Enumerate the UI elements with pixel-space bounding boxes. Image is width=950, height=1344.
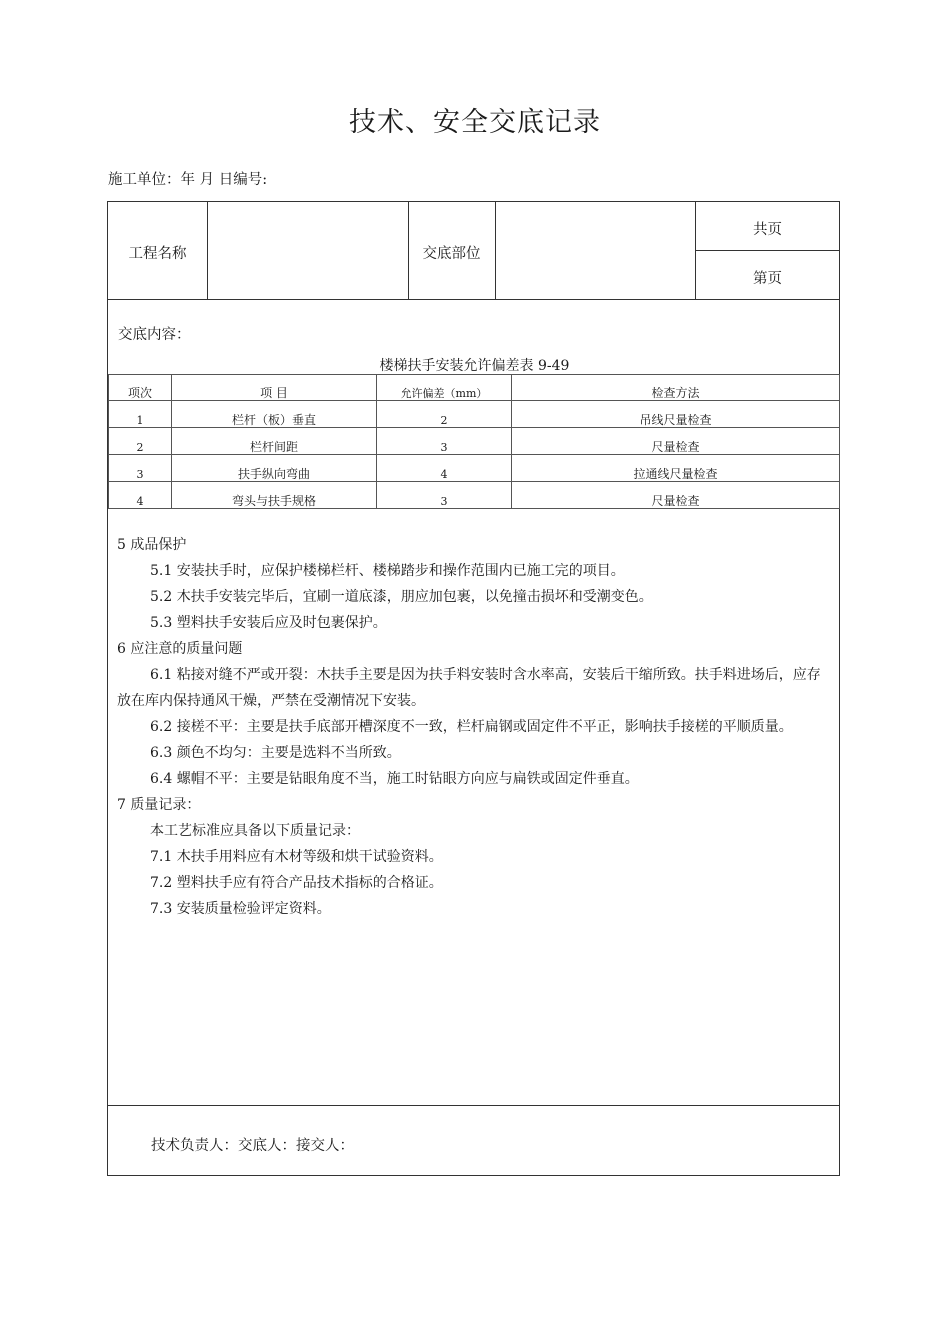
table-row	[109, 482, 840, 509]
paragraph: 5.1 安装扶手时，应保护楼梯栏杆、楼梯踏步和操作范围内已施工完的项目。	[150, 563, 625, 579]
paragraph: 6.2 接槎不平：主要是扶手底部开槽深度不一致，栏杆扁钢或固定件不平正，影响扶手接槎的平顺质量。	[150, 719, 793, 735]
paragraph: 5.3 塑料扶手安装后应及时包裹保护。	[150, 615, 387, 631]
table-cell: 3	[377, 428, 512, 455]
grid-line	[108, 1105, 839, 1106]
table-cell: 弯头与扶手规格	[172, 482, 377, 509]
paragraph: 7.3 安装质量检验评定资料。	[150, 901, 331, 917]
table-row	[109, 455, 840, 482]
header-cell: 项 目	[172, 375, 377, 401]
page-number-label: 第页	[753, 271, 782, 287]
table-cell: 栏杆间距	[172, 428, 377, 455]
section-heading: 6 应注意的质量问题	[117, 641, 243, 657]
table-cell: 4	[377, 455, 512, 482]
grid-line	[108, 299, 839, 300]
paragraph: 本工艺标准应具备以下质量记录：	[150, 823, 360, 839]
table-cell: 吊线尺量检查	[512, 401, 840, 428]
table-cell: 拉通线尺量检查	[512, 455, 840, 482]
table-cell: 尺量检查	[512, 428, 840, 455]
table-header-row	[109, 375, 840, 401]
content-label: 交底内容：	[118, 327, 191, 343]
paragraph: 6.1 粘接对缝不严或开裂：木扶手主要是因为扶手料安装时含水率高，安装后干缩所致。扶手料进场后，应存放在库内保持通风干燥，严禁在受潮情况下安装。	[117, 667, 821, 709]
project-name-label: 工程名称	[128, 246, 187, 262]
table-cell: 4	[109, 482, 172, 509]
table-cell: 2	[377, 401, 512, 428]
document-title: 技术、安全交底记录	[349, 107, 601, 138]
table-cell: 1	[109, 401, 172, 428]
table-cell: 3	[377, 482, 512, 509]
paragraph: 5.2 木扶手安装完毕后，宜刷一道底漆，朋应加包裹，以免撞击损坏和受潮变色。	[150, 589, 653, 605]
part-label: 交底部位	[422, 246, 481, 262]
paragraph: 6.4 螺帽不平：主要是钻眼角度不当，施工时钻眼方向应与扁铁或固定件垂直。	[150, 771, 639, 787]
header-cell: 检查方法	[512, 375, 840, 401]
table-cell: 栏杆（板）垂直	[172, 401, 377, 428]
deviation-table-title: 楼梯扶手安装允许偏差表 9-49	[379, 358, 570, 374]
table-row	[109, 401, 840, 428]
paragraph: 7.1 木扶手用料应有木材等级和烘干试验资料。	[150, 849, 443, 865]
table-row	[109, 428, 840, 455]
table-cell: 尺量检查	[512, 482, 840, 509]
section-heading: 5 成品保护	[117, 537, 187, 553]
total-pages-label: 共页	[753, 222, 782, 238]
meta-line: 施工单位：年 月 日编号:	[108, 172, 268, 188]
grid-line	[695, 250, 840, 251]
paragraph: 7.2 塑料扶手应有符合产品技术指标的合格证。	[150, 875, 443, 891]
table-cell: 2	[109, 428, 172, 455]
disclosure-body	[117, 532, 833, 922]
grid-line	[207, 202, 208, 299]
table-cell: 3	[109, 455, 172, 482]
header-cell: 允许偏差（mm）	[377, 375, 512, 401]
deviation-table	[108, 374, 840, 509]
header-cell: 项次	[109, 375, 172, 401]
table-cell: 扶手纵向弯曲	[172, 455, 377, 482]
record-form	[107, 201, 840, 1176]
grid-line	[495, 202, 496, 299]
section-heading: 7 质量记录：	[117, 797, 201, 813]
paragraph: 6.3 颜色不均匀：主要是选料不当所致。	[150, 745, 401, 761]
signature-line: 技术负责人：交底人：接交人：	[151, 1138, 354, 1154]
